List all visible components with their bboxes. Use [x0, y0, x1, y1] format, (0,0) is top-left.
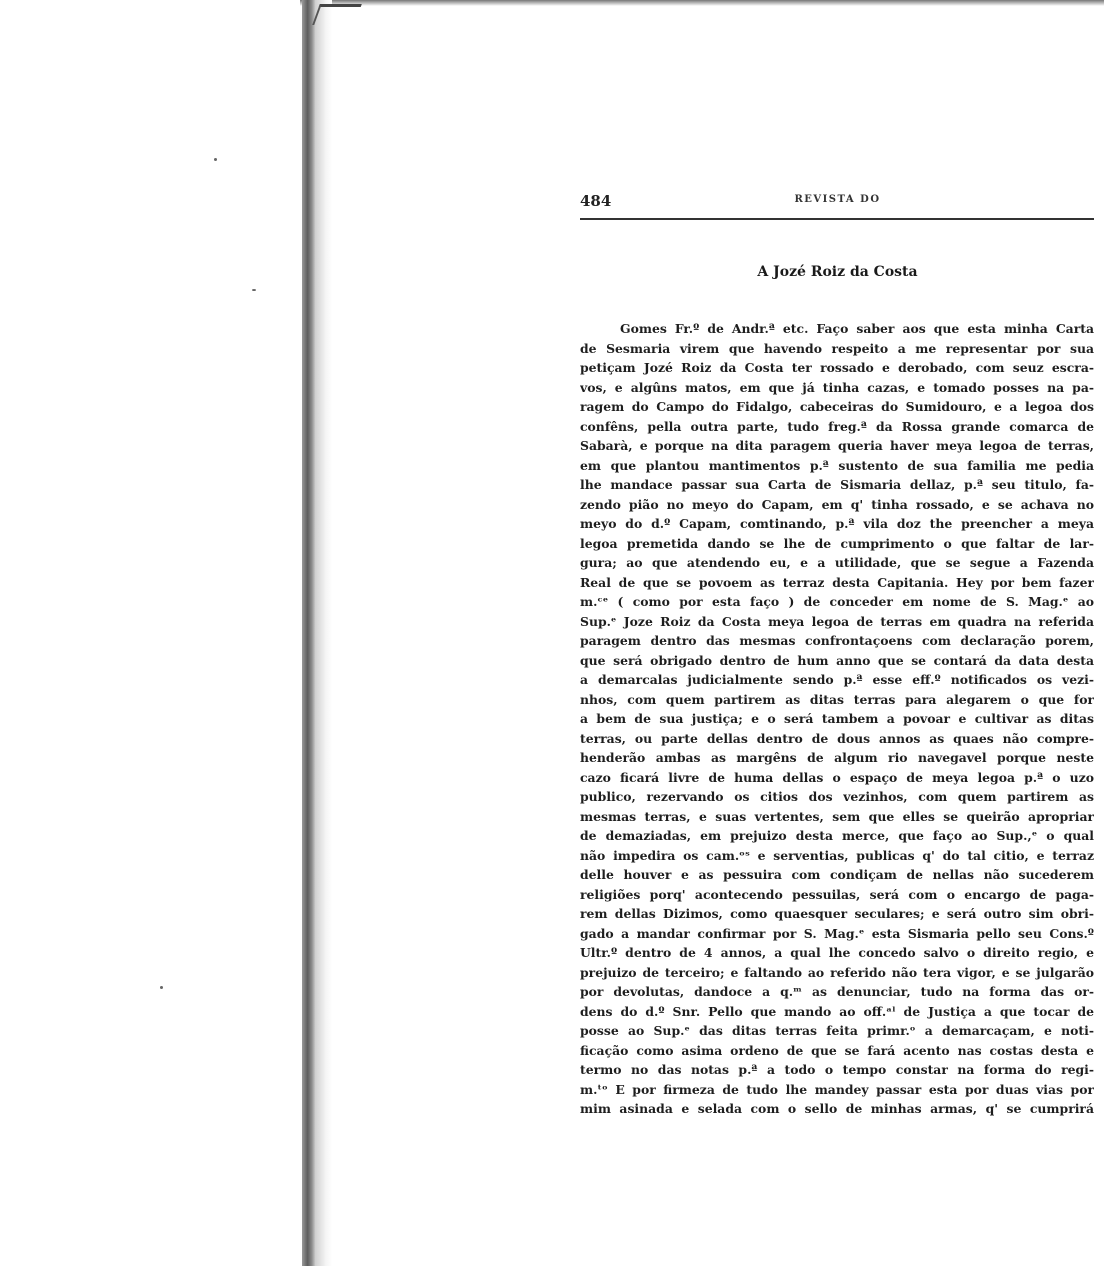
text-line: Sup.ᵉ Joze Roiz da Costa meya legoa de terras em quadra na referida: [580, 613, 1094, 629]
text-line: posse ao Sup.ᵉ das ditas terras feita primr.ᵒ a demarcaçam, e noti-: [580, 1023, 1094, 1038]
text-line: gado a mandar confirmar por S. Mag.ᵉ esta Sismaria pello seu Cons.º: [580, 925, 1094, 941]
text-line: a demarcalas judicialmente sendo p.ª esse eff.º notificados os vezi-: [580, 672, 1094, 687]
text-line: meyo do d.º Capam, comtinando, p.ª vila doz the preencher a meya: [580, 516, 1094, 531]
text-line: em que plantou mantimentos p.ª sustento de sua familia me pedia: [580, 457, 1094, 473]
text-line: cazo ficará livre de huma dellas o espaço de meya legoa p.ª o uzo: [580, 769, 1094, 785]
text-line: de demaziadas, em prejuizo desta merce, que faço ao Sup.,ᵉ o qual: [580, 828, 1094, 843]
page-number: 484: [580, 192, 612, 210]
text-line: por devolutas, dandoce a q.ᵐ as denunciar, tudo na forma das or-: [580, 984, 1094, 999]
text-line: vos, e algûns matos, em que já tinha cazas, e tomado posses na pa-: [580, 379, 1094, 395]
text-line: legoa premetida dando se lhe de cumprimento o que faltar de lar-: [580, 535, 1094, 551]
text-line: de Sesmaria virem que havendo respeito a me representar por sua: [580, 340, 1094, 356]
text-line: Sabarà, e porque na dita paragem queria haver meya legoa de terras,: [580, 438, 1094, 453]
text-line: ragem do Campo do Fidalgo, cabeceiras do Sumidouro, e a legoa dos: [580, 399, 1094, 414]
text-line: ficação como asima ordeno de que se fará acento nas costas desta e: [580, 1042, 1094, 1058]
page-corner-mark: [312, 4, 362, 25]
text-line: nhos, com quem partirem as ditas terras para alegarem o que for: [580, 691, 1094, 707]
running-title: REVISTA DO: [794, 194, 881, 205]
text-line: gura; ao que atendendo eu, e a utilidade, que se segue a Fazenda: [580, 555, 1094, 570]
text-line: mesmas terras, e suas vertentes, sem que elles se queirão apropriar: [580, 808, 1094, 824]
text-line: termo no das notas p.ª a todo o tempo constar na forma do regi-: [580, 1062, 1094, 1077]
text-line: petiçam Jozé Roiz da Costa ter rossado e derobado, com seuz escra-: [580, 360, 1094, 375]
text-line: henderão ambas as margêns de algum rio navegavel porque neste: [580, 750, 1094, 765]
gutter-shadow: [316, 0, 332, 1266]
book-gutter: [302, 0, 316, 1266]
text-line: rem dellas Dizimos, como quaesquer seculares; e será outro sim obri-: [580, 906, 1094, 921]
text-line: Ultr.º dentro de 4 annos, a qual lhe concedo salvo o direito regio, e: [580, 945, 1094, 960]
text-line: zendo pião no meyo do Capam, em q' tinha rossado, e se achava no: [580, 496, 1094, 512]
header-rule: [580, 218, 1094, 220]
text-line: prejuizo de terceiro; e faltando ao referido não tera vigor, e se julgarão: [580, 964, 1094, 980]
text-line: que será obrigado dentro de hum anno que se contará da data desta: [580, 652, 1094, 668]
text-line: confêns, pella outra parte, tudo freg.ª da Rossa grande comarca de: [580, 418, 1094, 434]
text-line: não impedira os cam.ᵒˢ e serventias, publicas q' do tal citio, e terraz: [580, 847, 1094, 863]
running-head: [580, 192, 1095, 214]
text-line: delle houver e as pessuira com condiçam de nellas não sucederem: [580, 867, 1094, 882]
text-line: dens do d.º Snr. Pello que mando ao off.ᵃˡ de Justiça a que tocar de: [580, 1003, 1094, 1019]
section-heading: A Jozé Roiz da Costa: [757, 264, 918, 280]
text-line: m.ᶜᵉ ( como por esta faço ) de conceder em nome de S. Mag.ᵉ ao: [580, 594, 1094, 609]
text-line: Gomes Fr.º de Andr.ª etc. Faço saber aos que esta minha Carta: [620, 321, 1094, 336]
text-line: publico, rezervando os citios dos vezinhos, com quem partirem as: [580, 789, 1094, 804]
text-line: mim asinada e selada com o sello de minhas armas, q' se cumprirá: [580, 1101, 1094, 1116]
text-line: paragem dentro das mesmas confrontaçoens com declaração porem,: [580, 633, 1094, 648]
text-line: m.ᵗᵒ E por firmeza de tudo lhe mandey passar esta por duas vias por: [580, 1081, 1094, 1097]
body-text: [580, 319, 1094, 1119]
scan-top-edge: [300, 0, 1104, 6]
scan-speck: [252, 289, 256, 291]
text-line: religiões porq' acontecendo pessuilas, será com o encargo de paga-: [580, 886, 1094, 902]
scan-speck: [214, 158, 217, 161]
text-line: terras, ou parte dellas dentro de dous annos as quaes não compre-: [580, 730, 1094, 746]
text-line: a bem de sua justiça; e o será tambem a povoar e cultivar as ditas: [580, 711, 1094, 726]
text-line: lhe mandace passar sua Carta de Sismaria dellaz, p.ª seu titulo, fa-: [580, 477, 1094, 492]
text-line: Real de que se povoem as terraz desta Capitania. Hey por bem fazer: [580, 574, 1094, 590]
scan-speck: [160, 986, 163, 989]
